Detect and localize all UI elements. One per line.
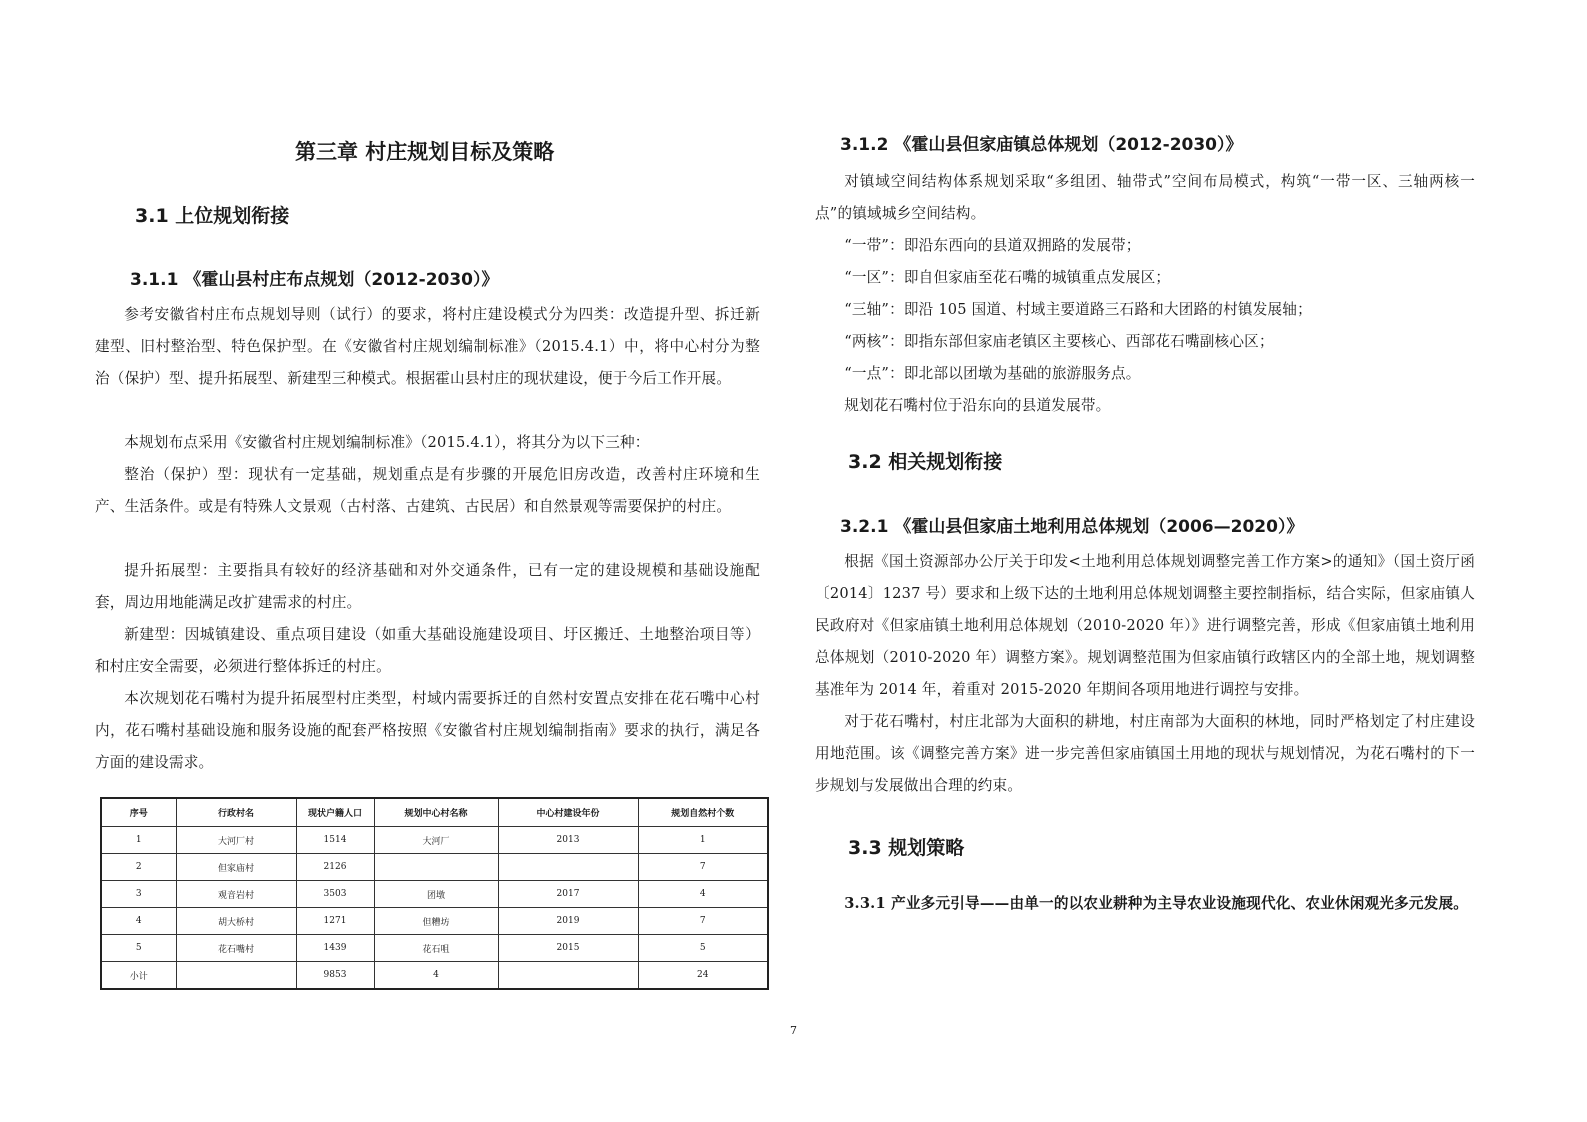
table-header-cell: 行政村名 [176,798,296,827]
table-row [101,908,768,935]
table-cell: 5 [101,935,176,962]
table-cell: 1 [101,827,176,854]
section-3-1-2-heading: 3.1.2 《霍山县但家庙镇总体规划（2012-2030）》 [840,135,1243,155]
table-cell [374,854,498,881]
paragraph-huashizui-plan: 本次规划花石嘴村为提升拓展型村庄类型，村域内需要拆迁的自然村安置点安排在花石嘴中心村内，花石嘴村基础设施和服务设施的配套严格按照《安徽省村庄规划编制指南》要求的执行，满足各方面的建设需求。 [95,690,760,771]
table-cell: 2126 [296,854,374,881]
table-cell: 4 [101,908,176,935]
table-cell [176,962,296,990]
table-header-cell: 序号 [101,798,176,827]
paragraph-spatial-structure: 对镇域空间结构体系规划采取“多组团、轴带式”空间布局模式，构筑“一带一区、三轴两核一点”的镇域城乡空间结构。 [815,173,1475,222]
paragraph-huashizui-land: 对于花石嘴村，村庄北部为大面积的耕地，村庄南部为大面积的林地，同时严格划定了村庄建设用地范围。该《调整完善方案》进一步完善但家庙镇国土用地的现状与规划情况，为花石嘴村的下一步规划与发展做出合理的约束。 [815,713,1475,794]
table-cell: 7 [638,854,768,881]
table-cell: 3 [101,881,176,908]
paragraph-one-point: “一点”：即北部以团墩为基础的旅游服务点。 [844,365,1141,382]
table-subtotal-row [101,962,768,990]
table-cell: 胡大桥村 [176,908,296,935]
section-3-2-heading: 3.2 相关规划衔接 [848,451,1003,473]
paragraph-three-axes: “三轴”：即沿 105 国道、村域主要道路三石路和大团路的村镇发展轴； [844,301,1312,318]
table-cell: 1 [638,827,768,854]
section-3-1-1-heading: 3.1.1 《霍山县村庄布点规划（2012-2030）》 [130,270,499,290]
table-cell: 3503 [296,881,374,908]
table-cell: 花石嘴村 [176,935,296,962]
table-cell [498,854,638,881]
table-cell: 1271 [296,908,374,935]
paragraph-one-zone: “一区”：即自但家庙至花石嘴的城镇重点发展区； [844,269,1171,286]
table-cell: 7 [638,908,768,935]
paragraph-new-type: 新建型：因城镇建设、重点项目建设（如重大基础设施建设项目、圩区搬迁、土地整治项目等）和村庄安全需要，必须进行整体拆迁的村庄。 [95,626,760,675]
table-row [101,827,768,854]
table-header-cell: 中心村建设年份 [498,798,638,827]
table-cell: 1439 [296,935,374,962]
paragraph-development-belt: 规划花石嘴村位于沿东向的县道发展带。 [844,397,1111,414]
table-header-cell: 规划自然村个数 [638,798,768,827]
section-3-2-1-heading: 3.2.1 《霍山县但家庙土地利用总体规划（2006—2020）》 [840,517,1304,537]
table-row [101,881,768,908]
table-cell: 24 [638,962,768,990]
paragraph-land-use-adjustment: 根据《国土资源部办公厅关于印发<土地利用总体规划调整完善工作方案>的通知》（国土资厅函〔2014〕1237 号）要求和上级下达的土地利用总体规划调整主要控制指标，结合实际，但家庙镇人民政府对《但家庙镇土地利用总体规划（2010-2020 年）》进行调整完善，形成《但家庙镇土地利用总体规划（2010-2020 年）调整方案》。规划调整范围为但家庙镇行政辖区内的全部土地，规划调整基准年为 2014 年，着重对 2015-2020 年期间各项用地进行调控与安排。 [815,553,1475,698]
table-cell: 5 [638,935,768,962]
paragraph-two-cores: “两核”：即指东部但家庙老镇区主要核心、西部花石嘴副核心区； [844,333,1274,350]
table-cell [498,962,638,990]
table-cell: 但家庙村 [176,854,296,881]
table-cell: 4 [638,881,768,908]
table-header-cell: 规划中心村名称 [374,798,498,827]
paragraph-upgrade-type: 提升拓展型：主要指具有较好的经济基础和对外交通条件，已有一定的建设规模和基础设施配套，周边用地能满足改扩建需求的村庄。 [95,562,760,611]
table-cell: 9853 [296,962,374,990]
page-number: 7 [790,1024,797,1037]
table-cell: 1514 [296,827,374,854]
table-cell: 2017 [498,881,638,908]
chapter-title: 第三章 村庄规划目标及策略 [295,140,555,164]
table-cell: 2013 [498,827,638,854]
village-planning-table [100,797,769,990]
table-cell: 团墩 [374,881,498,908]
paragraph-village-models: 参考安徽省村庄布点规划导则（试行）的要求，将村庄建设模式分为四类：改造提升型、拆迁新建型、旧村整治型、特色保护型。在《安徽省村庄规划编制标准》（2015.4.1）中，将中心村分为整治（保护）型、提升拓展型、新建型三种模式。根据霍山县村庄的现状建设，便于今后工作开展。 [95,306,760,387]
table-cell: 2 [101,854,176,881]
section-3-3-heading: 3.3 规划策略 [848,837,965,859]
table-cell: 2019 [498,908,638,935]
table-row [101,854,768,881]
table-cell: 观音岩村 [176,881,296,908]
section-3-1-heading: 3.1 上位规划衔接 [135,205,290,227]
paragraph-one-belt: “一带”：即沿东西向的县道双拥路的发展带； [844,237,1141,254]
section-3-3-1-heading: 3.3.1 产业多元引导——由单一的以农业耕种为主导农业设施现代化、农业休闲观光多元发展。 [844,895,1469,912]
table-cell: 大河厂村 [176,827,296,854]
table-cell: 2015 [498,935,638,962]
paragraph-renovation-type: 整治（保护）型：现状有一定基础，规划重点是有步骤的开展危旧房改造，改善村庄环境和生产、生活条件。或是有特殊人文景观（古村落、古建筑、古民居）和自然景观等需要保护的村庄。 [95,466,760,515]
table-cell: 但糟坊 [374,908,498,935]
table-header-cell: 现状户籍人口 [296,798,374,827]
paragraph-three-types: 本规划布点采用《安徽省村庄规划编制标准》（2015.4.1），将其分为以下三种： [124,434,650,451]
table-cell: 4 [374,962,498,990]
table-row [101,935,768,962]
table-cell: 大河厂 [374,827,498,854]
table-header-row [101,798,768,827]
table-cell: 花石咀 [374,935,498,962]
table-cell: 小计 [101,962,176,990]
